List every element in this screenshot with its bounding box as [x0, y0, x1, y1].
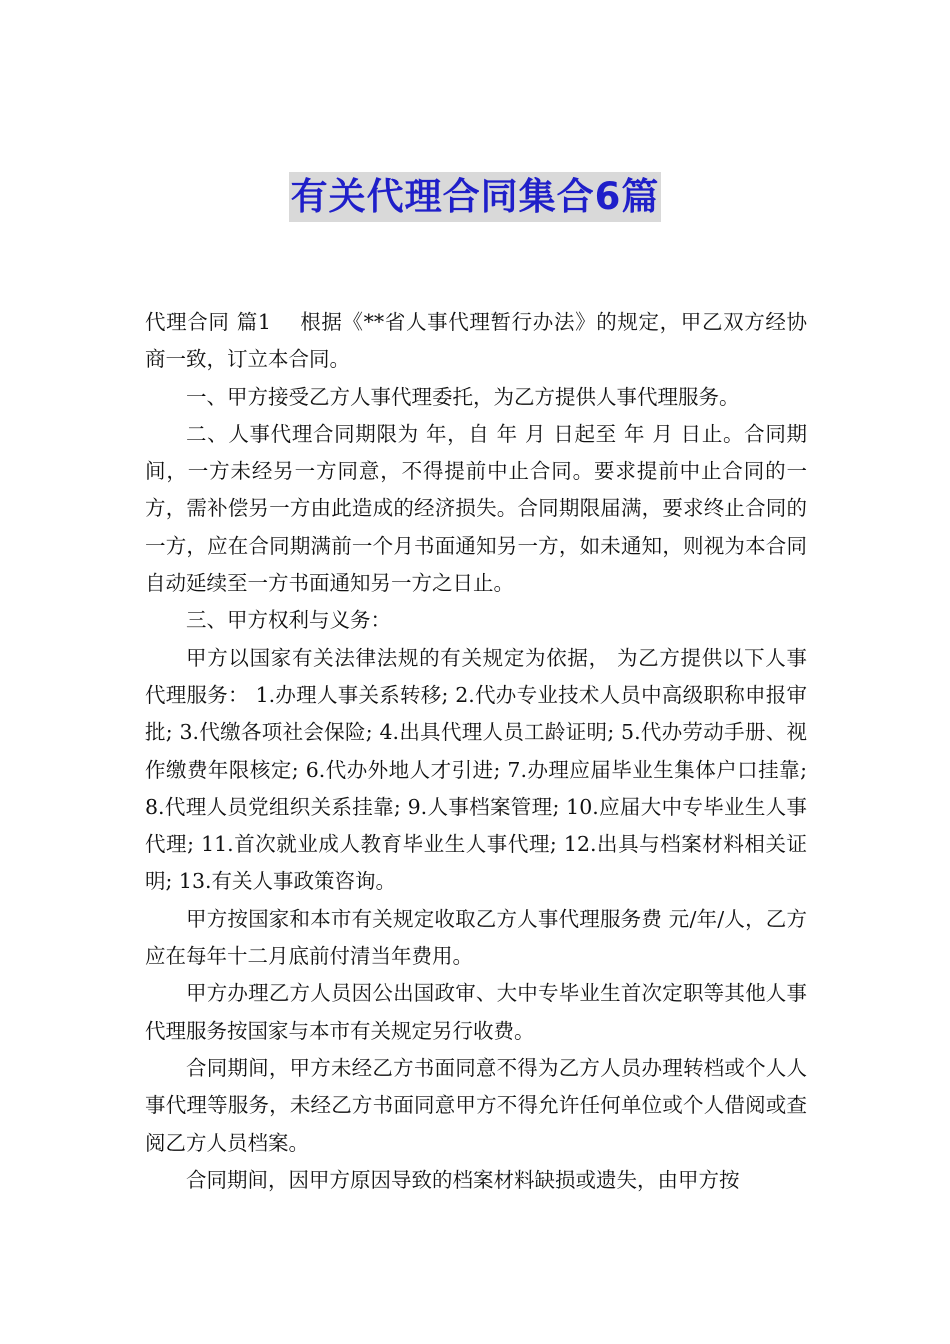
- document-body: [145, 304, 807, 1199]
- paragraph-5: 甲方以国家有关法律法规的有关规定为依据， 为乙方提供以下人事代理服务： 1.办理人事关系转移; 2.代办专业技术人员中高级职称申报审批; 3.代缴各项社会保险; 4.出具代理人员工龄证明; 5.代办劳动手册、视作缴费年限核定; 6.代办外地人才引进; 7.办理应届毕业生集体户口挂靠; 8.代理人员党组织关系挂靠; 9.人事档案管理; 10.应届大中专毕业生人事代理; 11.首次就业成人教育毕业生人事代理; 12.出具与档案材料相关证明; 13.有关人事政策咨询。: [145, 645, 807, 894]
- paragraph-9: 合同期间，因甲方原因导致的档案材料缺损或遗失，由甲方按: [186, 1167, 740, 1192]
- paragraph-6: 甲方按国家和本市有关规定收取乙方人事代理服务费 元/年/人，乙方应在每年十二月底前付清当年费用。: [145, 906, 807, 969]
- paragraph-1-text: 根据《**省人事代理暂行办法》的规定，甲乙双方经协商一致，订立本合同。: [145, 310, 808, 372]
- title-container: [0, 172, 950, 222]
- paragraph-7: 甲方办理乙方人员因公出国政审、大中专毕业生首次定职等其他人事代理服务按国家与本市有关规定另行收费。: [145, 981, 807, 1043]
- paragraph-8: 合同期间，甲方未经乙方书面同意不得为乙方人员办理转档或个人人事代理等服务，未经乙方书面同意甲方不得允许任何单位或个人借阅或查阅乙方人员档案。: [145, 1055, 807, 1155]
- paragraph-1: [145, 304, 807, 379]
- paragraph-2: 一、甲方接受乙方人事代理委托，为乙方提供人事代理服务。: [186, 384, 740, 409]
- document-title: 有关代理合同集合6篇: [289, 172, 662, 222]
- section-label: 代理合同 篇1: [145, 310, 271, 334]
- paragraph-3: 二、人事代理合同期限为 年，自 年 月 日起至 年 月 日止。合同期间，一方未经另一方同意，不得提前中止合同。要求提前中止合同的一方，需补偿另一方由此造成的经济损失。合同期限届满，要求终止合同的一方，应在合同期满前一个月书面通知另一方，如未通知，则视为本合同自动延续至一方书面通知另一方之日止。: [145, 421, 807, 596]
- paragraph-4: 三、甲方权利与义务：: [186, 608, 391, 633]
